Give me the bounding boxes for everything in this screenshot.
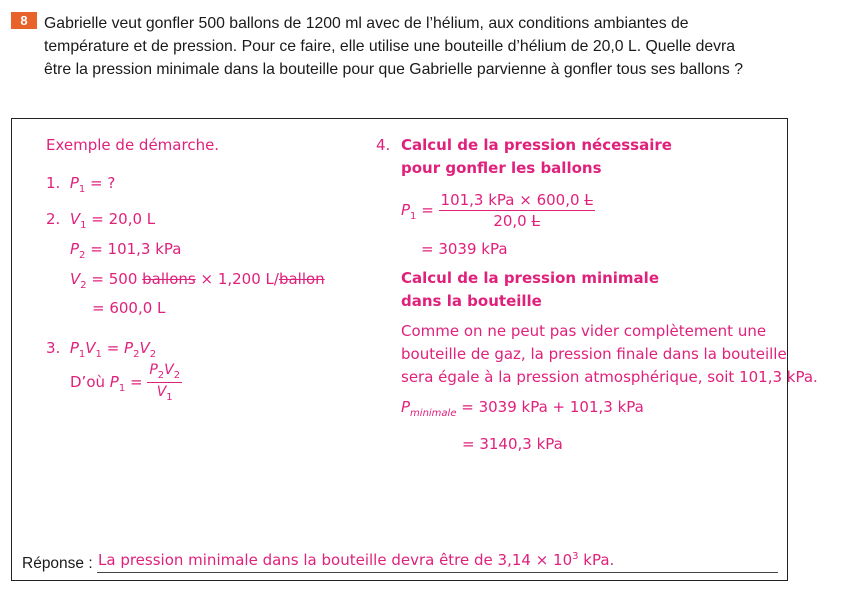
step4-text3: sera égale à la pression atmosphérique, soit 101,3 kPa. [401, 368, 818, 386]
answer-underline [97, 572, 778, 573]
step2-line3 [70, 270, 325, 291]
step3-fraction [147, 362, 182, 403]
v2-pre: = 500 [86, 270, 143, 288]
eq-s2: 2 [133, 349, 140, 360]
step2-line2 [70, 240, 182, 261]
f4-var: P [401, 201, 411, 219]
den-strike: L [531, 212, 540, 230]
f4-sub: 1 [410, 211, 417, 222]
step2-line1 [46, 210, 155, 231]
den-pre: 20,0 [493, 212, 532, 230]
v2-mid: × 1,200 L/ [195, 270, 279, 288]
v1-rest: = 20,0 L [86, 210, 156, 228]
v2-var: V [70, 270, 81, 288]
num-strike: L [584, 191, 593, 209]
nf-s2: 2 [173, 369, 181, 381]
solution-intro: Exemple de démarche. [46, 136, 220, 154]
p2-rest: = 101,3 kPa [85, 240, 182, 258]
step4-title4: dans la bouteille [401, 292, 542, 310]
eq-sign: = [101, 339, 125, 357]
nf-p: P [149, 362, 158, 378]
answer-text-post: kPa. [578, 551, 615, 569]
eq-v: V [85, 339, 96, 357]
step1-number: 1. [46, 174, 61, 192]
frac-left-sub: 1 [118, 382, 126, 394]
step1-rest: = ? [85, 174, 116, 192]
frac-left-eq: = [125, 372, 148, 391]
v1-var: V [69, 210, 81, 228]
exercise-number-badge: 8 [11, 12, 37, 29]
v2-strike2: ballon [278, 270, 325, 288]
p2-sub: 2 [79, 250, 86, 261]
step4-fraction [439, 191, 595, 230]
step3-fraction-numerator [147, 362, 182, 383]
v2-strike1: ballons [142, 270, 196, 288]
f4-eq: = [416, 201, 439, 219]
nf-v: V [164, 362, 174, 378]
pmin-sub: minimale [410, 408, 457, 419]
step1-var: P [69, 174, 79, 192]
step4-title3: Calcul de la pression minimale [401, 269, 659, 287]
exercise-question: Gabrielle veut gonfler 500 ballons de 1200 ml avec de l’hélium, aux conditions ambiantes de température et de pression. Pour ce faire, elle utilise une bouteille d’hélium de 20,0 L. Quelle devra être la pression minimale dans la bouteille pour que Gabrielle parvienne à gonfler tous ses ballons ? [44, 15, 743, 78]
step2-result: = 600,0 L [92, 299, 166, 317]
answer-exponent: 3 [572, 551, 579, 562]
step1 [46, 174, 115, 195]
df-v: V [156, 383, 167, 400]
eq-p: P [69, 339, 79, 357]
step4-denominator [439, 211, 595, 230]
step4-number: 4. [376, 136, 391, 154]
answer-text-pre: La pression minimale dans la bouteille devra être de 3,14 × 10 [98, 551, 573, 569]
step4-result: = 3039 kPa [421, 240, 508, 258]
pmin-expr: = 3039 kPa + 101,3 kPa [456, 398, 644, 416]
step4-text1: Comme on ne peut pas vider complètement une [401, 322, 767, 340]
step3-number: 3. [46, 339, 61, 357]
step3-dou: D’où [70, 372, 110, 391]
eq-p2: P [124, 339, 134, 357]
pmin-var: P [401, 398, 411, 416]
eq-s1b: 1 [95, 349, 102, 360]
step4-title2: pour gonfler les ballons [401, 159, 602, 177]
step3-line1 [46, 339, 156, 360]
step3-line2 [70, 362, 182, 403]
eq-v2: V [139, 339, 150, 357]
nf-s: 2 [157, 369, 165, 381]
eq-s1: 1 [78, 349, 86, 360]
frac-left-var: P [109, 372, 119, 391]
v1-sub: 1 [80, 220, 87, 231]
v2-sub: 2 [80, 280, 87, 291]
step4-text2: bouteille de gaz, la pression finale dans la bouteille [401, 345, 787, 363]
num-pre: 101,3 kPa × 600,0 [440, 191, 585, 209]
step4-formula [401, 191, 595, 230]
df-s: 1 [166, 391, 173, 403]
step2-number: 2. [46, 210, 61, 228]
step1-sub: 1 [78, 184, 86, 195]
pmin-result: = 3140,3 kPa [462, 435, 563, 453]
step3-fraction-denominator [147, 383, 182, 403]
p2-var: P [70, 240, 80, 258]
step4-title1: Calcul de la pression nécessaire [401, 136, 672, 154]
pmin-line [401, 398, 644, 419]
step4-numerator [439, 191, 595, 211]
eq-s2b: 2 [149, 349, 157, 360]
answer-label: Réponse : [22, 555, 93, 572]
answer-text [98, 551, 614, 569]
